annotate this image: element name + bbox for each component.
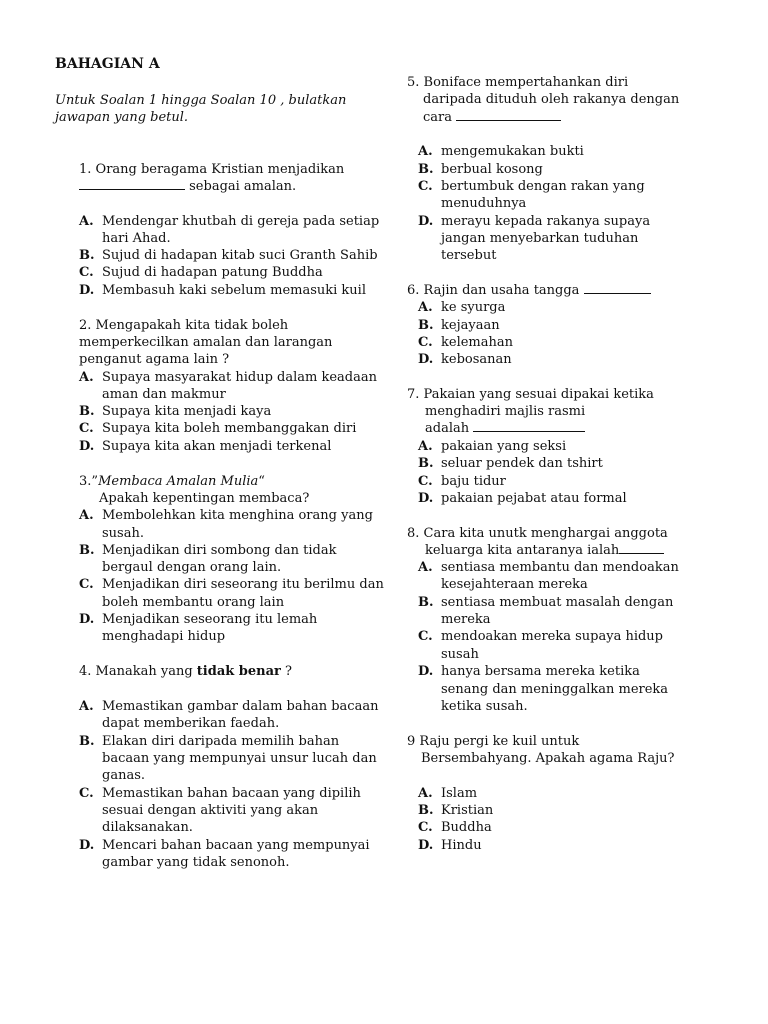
option-letter: D. (418, 352, 434, 367)
question-stem-text: sebagai amalan. (185, 179, 297, 194)
option-text: kelemahan (441, 335, 513, 350)
closing-quote: “ (258, 474, 265, 489)
option-c[interactable] (79, 785, 361, 802)
option-letter: A. (79, 508, 94, 523)
option-letter: A. (79, 699, 94, 714)
option-text: Kristian (441, 803, 494, 818)
option-letter: D. (418, 664, 434, 679)
option-letter: C. (418, 474, 433, 489)
option-text: Elakan diri daripada memilih bahan (102, 734, 340, 749)
option-c[interactable] (418, 178, 645, 195)
option-letter: B. (418, 595, 434, 610)
option-letter: D. (79, 439, 95, 454)
option-letter: A. (418, 560, 433, 575)
question-stem-line: daripada dituduh oleh rakanya dengan (423, 92, 680, 107)
option-text: kejayaan (441, 318, 500, 333)
option-c-continued: dilaksanakan. (102, 820, 193, 835)
question-stem-line: memperkecilkan amalan dan larangan (79, 335, 333, 350)
question-stem: 2. Mengapakah kita tidak boleh (79, 318, 289, 333)
option-text: sentiasa membuat masalah dengan (441, 595, 674, 610)
option-d[interactable] (79, 282, 366, 299)
option-b-continued: mereka (441, 612, 491, 627)
option-letter: D. (79, 838, 95, 853)
option-text: pakaian pejabat atau formal (441, 491, 627, 506)
option-c[interactable] (418, 628, 663, 645)
option-letter: A. (418, 439, 433, 454)
option-b-continued: ganas. (102, 768, 145, 783)
option-letter: D. (418, 491, 434, 506)
option-letter: D. (418, 838, 434, 853)
option-letter: D. (418, 214, 434, 229)
option-b[interactable] (79, 247, 378, 264)
option-a-continued: aman dan makmur (102, 387, 226, 402)
option-d[interactable] (418, 490, 627, 507)
option-d[interactable] (418, 663, 640, 680)
option-a-continued: dapat memberikan faedah. (102, 716, 280, 731)
option-c-continued: menuduhnya (441, 196, 527, 211)
option-letter: C. (418, 179, 433, 194)
option-text: hanya bersama mereka ketika (441, 664, 640, 679)
option-b[interactable] (79, 403, 271, 420)
option-d-continued: tersebut (441, 248, 497, 263)
option-text: sentiasa membantu dan mendoakan (441, 560, 679, 575)
question-stem (79, 473, 265, 490)
option-d[interactable] (418, 351, 512, 368)
option-a[interactable] (79, 369, 377, 386)
question-stem-line (423, 109, 561, 126)
question-stem-line: Bersembahyang. Apakah agama Raju? (421, 751, 675, 766)
question-stem: 5. Boniface mempertahankan diri (407, 75, 629, 90)
option-a[interactable] (418, 299, 505, 316)
option-text: Menjadikan diri sombong dan tidak (102, 543, 337, 558)
option-d-continued: gambar yang tidak senonoh. (102, 855, 290, 870)
instructions-line-2: jawapan yang betul. (55, 110, 189, 125)
option-letter: B. (79, 734, 95, 749)
option-text: Supaya kita akan menjadi terkenal (102, 439, 332, 454)
question-stem (79, 663, 292, 680)
option-text: ke syurga (441, 300, 506, 315)
option-text: seluar pendek dan tshirt (441, 456, 603, 471)
option-a[interactable] (79, 213, 379, 230)
option-text: mendoakan mereka supaya hidup (441, 629, 664, 644)
option-a-continued: hari Ahad. (102, 231, 171, 246)
option-letter: C. (79, 577, 94, 592)
option-c-continued: sesuai dengan aktiviti yang akan (102, 803, 319, 818)
option-text: Islam (441, 786, 478, 801)
question-stem (407, 282, 651, 299)
option-d[interactable] (418, 837, 482, 854)
option-letter: D. (79, 612, 95, 627)
option-c[interactable] (418, 473, 506, 490)
option-text: Menjadikan diri seseorang itu berilmu dan (102, 577, 384, 592)
option-d-continued: jangan menyebarkan tuduhan (441, 231, 639, 246)
option-letter: B. (79, 248, 95, 263)
question-stem-line: penganut agama lain ? (79, 352, 230, 367)
question-number: 3.” (79, 474, 99, 489)
option-a[interactable] (79, 698, 378, 715)
option-text: Membolehkan kita menghina orang yang (102, 508, 373, 523)
option-a[interactable] (418, 559, 679, 576)
question-stem-line: Apakah kepentingan membaca? (99, 491, 310, 506)
option-letter: C. (418, 820, 433, 835)
option-c[interactable] (79, 264, 323, 281)
option-text: Buddha (441, 820, 492, 835)
option-text: Hindu (441, 838, 482, 853)
instructions-line-1: Untuk Soalan 1 hingga Soalan 10 , bulatkan (55, 93, 347, 108)
emphasis-text: tidak benar (196, 664, 281, 679)
option-letter: A. (79, 214, 94, 229)
section-title: BAHAGIAN A (55, 56, 160, 72)
question-stem-text: 6. Rajin dan usaha tangga (407, 283, 584, 298)
option-c[interactable] (79, 576, 384, 593)
option-letter: B. (418, 456, 434, 471)
option-text: Memastikan bahan bacaan yang dipilih (102, 786, 361, 801)
option-d-continued: ketika susah. (441, 699, 528, 714)
option-d[interactable] (79, 837, 370, 854)
question-stem: 1. Orang beragama Kristian menjadikan (79, 162, 345, 177)
option-text: Supaya kita boleh membanggakan diri (102, 421, 357, 436)
option-a-continued: susah. (102, 526, 144, 541)
option-letter: C. (79, 265, 94, 280)
option-text: Menjadikan seseorang itu lemah (102, 612, 318, 627)
option-b-continued: bacaan yang mempunyai unsur lucah dan (102, 751, 377, 766)
question-text: 4. Manakah yang (79, 664, 197, 679)
option-text: Sujud di hadapan patung Buddha (102, 265, 323, 280)
option-c[interactable] (79, 420, 356, 437)
answer-blank (79, 178, 185, 190)
option-letter: C. (418, 335, 433, 350)
option-b-continued: bergaul dengan orang lain. (102, 560, 282, 575)
option-c-continued: boleh membantu orang lain (102, 595, 285, 610)
option-b[interactable] (418, 594, 673, 611)
option-text: baju tidur (441, 474, 506, 489)
question-stem-text: keluarga kita antaranya ialah (425, 543, 620, 558)
option-text: Supaya masyarakat hidup dalam keadaan (102, 370, 378, 385)
answer-blank (619, 542, 664, 554)
option-letter: C. (79, 421, 94, 436)
option-letter: A. (418, 786, 433, 801)
option-a[interactable] (418, 785, 477, 802)
option-d[interactable] (79, 611, 317, 628)
option-text: merayu kepada rakanya supaya (441, 214, 651, 229)
option-letter: A. (79, 370, 94, 385)
option-text: Mencari bahan bacaan yang mempunyai (102, 838, 370, 853)
option-a-continued: kesejahteraan mereka (441, 577, 588, 592)
question-stem: 7. Pakaian yang sesuai dipakai ketika (407, 387, 654, 402)
option-b[interactable] (79, 733, 339, 750)
quoted-title: Membaca Amalan Mulia (98, 474, 259, 489)
option-d[interactable] (418, 213, 650, 230)
option-text: mengemukakan bukti (441, 144, 584, 159)
option-text: Supaya kita menjadi kaya (102, 404, 272, 419)
option-text: kebosanan (441, 352, 512, 367)
option-text: Memastikan gambar dalam bahan bacaan (102, 699, 379, 714)
option-b[interactable] (418, 455, 603, 472)
option-a[interactable] (418, 143, 584, 160)
option-letter: A. (418, 144, 433, 159)
question-stem: 8. Cara kita unutk menghargai anggota (407, 526, 668, 541)
option-c-continued: susah (441, 647, 479, 662)
option-a[interactable] (418, 438, 566, 455)
option-letter: C. (418, 629, 433, 644)
option-text: Mendengar khutbah di gereja pada setiap (102, 214, 380, 229)
option-letter: B. (418, 162, 434, 177)
option-letter: B. (418, 318, 434, 333)
option-b[interactable] (418, 161, 543, 178)
option-letter: D. (79, 283, 95, 298)
option-text: pakaian yang seksi (441, 439, 567, 454)
question-stem-line (425, 542, 664, 559)
question-mark: ? (280, 664, 292, 679)
option-letter: C. (79, 786, 94, 801)
option-text: Membasuh kaki sebelum memasuki kuil (102, 283, 366, 298)
option-b[interactable] (418, 317, 500, 334)
option-text: bertumbuk dengan rakan yang (441, 179, 645, 194)
answer-blank (584, 282, 651, 294)
option-text: berbual kosong (441, 162, 543, 177)
answer-blank (456, 109, 561, 121)
option-letter: B. (418, 803, 434, 818)
answer-blank (473, 420, 585, 432)
option-letter: A. (418, 300, 433, 315)
question-stem-line (425, 420, 585, 437)
question-stem-line: menghadiri majlis rasmi (425, 404, 586, 419)
option-d[interactable] (79, 438, 331, 455)
option-letter: B. (79, 543, 95, 558)
question-stem-line (79, 178, 296, 195)
option-d-continued: senang dan meninggalkan mereka (441, 682, 669, 697)
option-letter: B. (79, 404, 95, 419)
question-stem-text: adalah (425, 421, 474, 436)
question-stem: 9 Raju pergi ke kuil untuk (407, 734, 580, 749)
question-stem-text: cara (423, 110, 457, 125)
option-a[interactable] (79, 507, 373, 524)
option-c[interactable] (418, 819, 492, 836)
option-b[interactable] (79, 542, 336, 559)
option-c[interactable] (418, 334, 513, 351)
option-text: Sujud di hadapan kitab suci Granth Sahib (102, 248, 378, 263)
option-b[interactable] (418, 802, 493, 819)
option-d-continued: menghadapi hidup (102, 629, 226, 644)
